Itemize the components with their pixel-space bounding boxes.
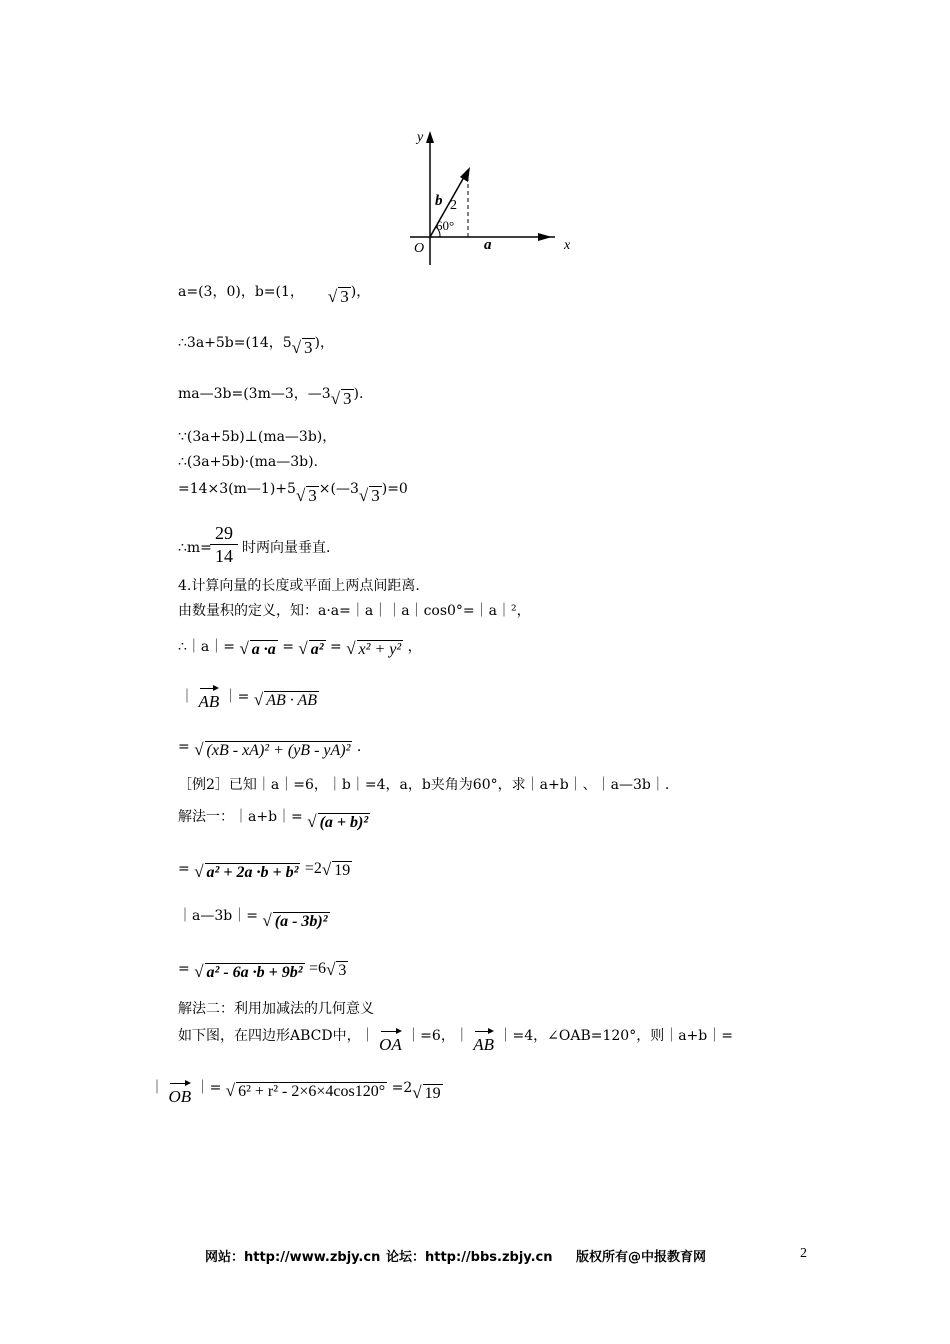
- line-3a-5b: ∴3a+5b=(14，5√ 3 )，: [178, 335, 334, 357]
- vector-oa: OA: [379, 1035, 402, 1054]
- length-label: 2: [450, 198, 457, 213]
- line-ma-3b: ma—3b=(3m—3，—3√ 3 ).: [178, 386, 364, 408]
- solution-1-line2: = √ a² + 2a ·b + b² =2√ 19: [178, 860, 351, 881]
- origin-label: O: [414, 241, 425, 256]
- line-perpendicular: ∵(3a+5b)⊥(ma—3b)，: [178, 429, 337, 445]
- section-heading-length: 4.计算向量的长度或平面上两点间距离.: [178, 578, 420, 594]
- solution-1-line3: ｜a—3b｜= √ (a - 3b)²: [178, 908, 328, 930]
- line-m-value: ∴m=: [178, 540, 212, 556]
- line-m-value-tail: 时两向量垂直.: [242, 540, 331, 556]
- vector-ab: AB: [198, 692, 220, 711]
- line-equation: =14×3(m—1)+5√ 3 ×(—3√ 3 )=0: [178, 481, 408, 505]
- vector-ob: OB: [168, 1087, 192, 1106]
- vector-figure: [400, 125, 590, 270]
- solution-2-line2: ｜ OB ｜= √ 6² + r² - 2×6×4cos120° =2√ 19: [150, 1080, 441, 1106]
- page-number: 2: [800, 1246, 807, 1261]
- footer-website: 网站：http://www.zbjy.cn: [205, 1250, 381, 1265]
- line-distance-formula: = √ (xB - xA)² + (yB - yA)² .: [178, 739, 362, 759]
- line-a-b-coords: a=(3，0)，b=(1， √ 3 )，: [178, 284, 371, 306]
- solution-2-line1: 如下图，在四边形ABCD中，｜ OA ｜=6，｜ AB ｜=4，∠OAB=120°，则｜a+b｜=: [178, 1028, 733, 1054]
- vector-ab-2: AB: [473, 1035, 495, 1054]
- solution-1-line4: = √ a² - 6a ·b + 9b² =6√ 3: [178, 960, 347, 981]
- line-norm-a: ∴｜a｜= √ a ·a = √ a² = √ x² + y² ，: [178, 639, 422, 658]
- line-norm-ab: ｜ AB ｜= √ AB · AB: [180, 689, 318, 711]
- line-dot-product: ∴(3a+5b)·(ma—3b).: [178, 454, 318, 470]
- line-definition: 由数量积的定义，知：a·a=｜a｜｜a｜cos0°=｜a｜²，: [178, 603, 531, 619]
- y-axis-label: y: [417, 130, 424, 145]
- footer-forum: 论坛：http://bbs.zbjy.cn: [386, 1250, 553, 1265]
- x-axis-label: x: [564, 238, 571, 253]
- footer-copyright: 版权所有@中报教育网: [576, 1250, 707, 1265]
- fraction-29-14: $\frac{29}{14}$: [210, 522, 238, 567]
- angle-label: 60°: [436, 218, 455, 233]
- solution-1-line1: 解法一：｜a+b｜= √ (a + b)²: [178, 809, 369, 831]
- example-2-statement: ［例2］已知｜a｜=6，｜b｜=4，a，b夹角为60°，求｜a+b｜、｜a—3b｜.: [178, 777, 670, 793]
- solution-2-heading: 解法二：利用加减法的几何意义: [178, 1001, 374, 1017]
- vector-a-label: a: [484, 237, 492, 253]
- vector-b-label: b: [435, 193, 443, 209]
